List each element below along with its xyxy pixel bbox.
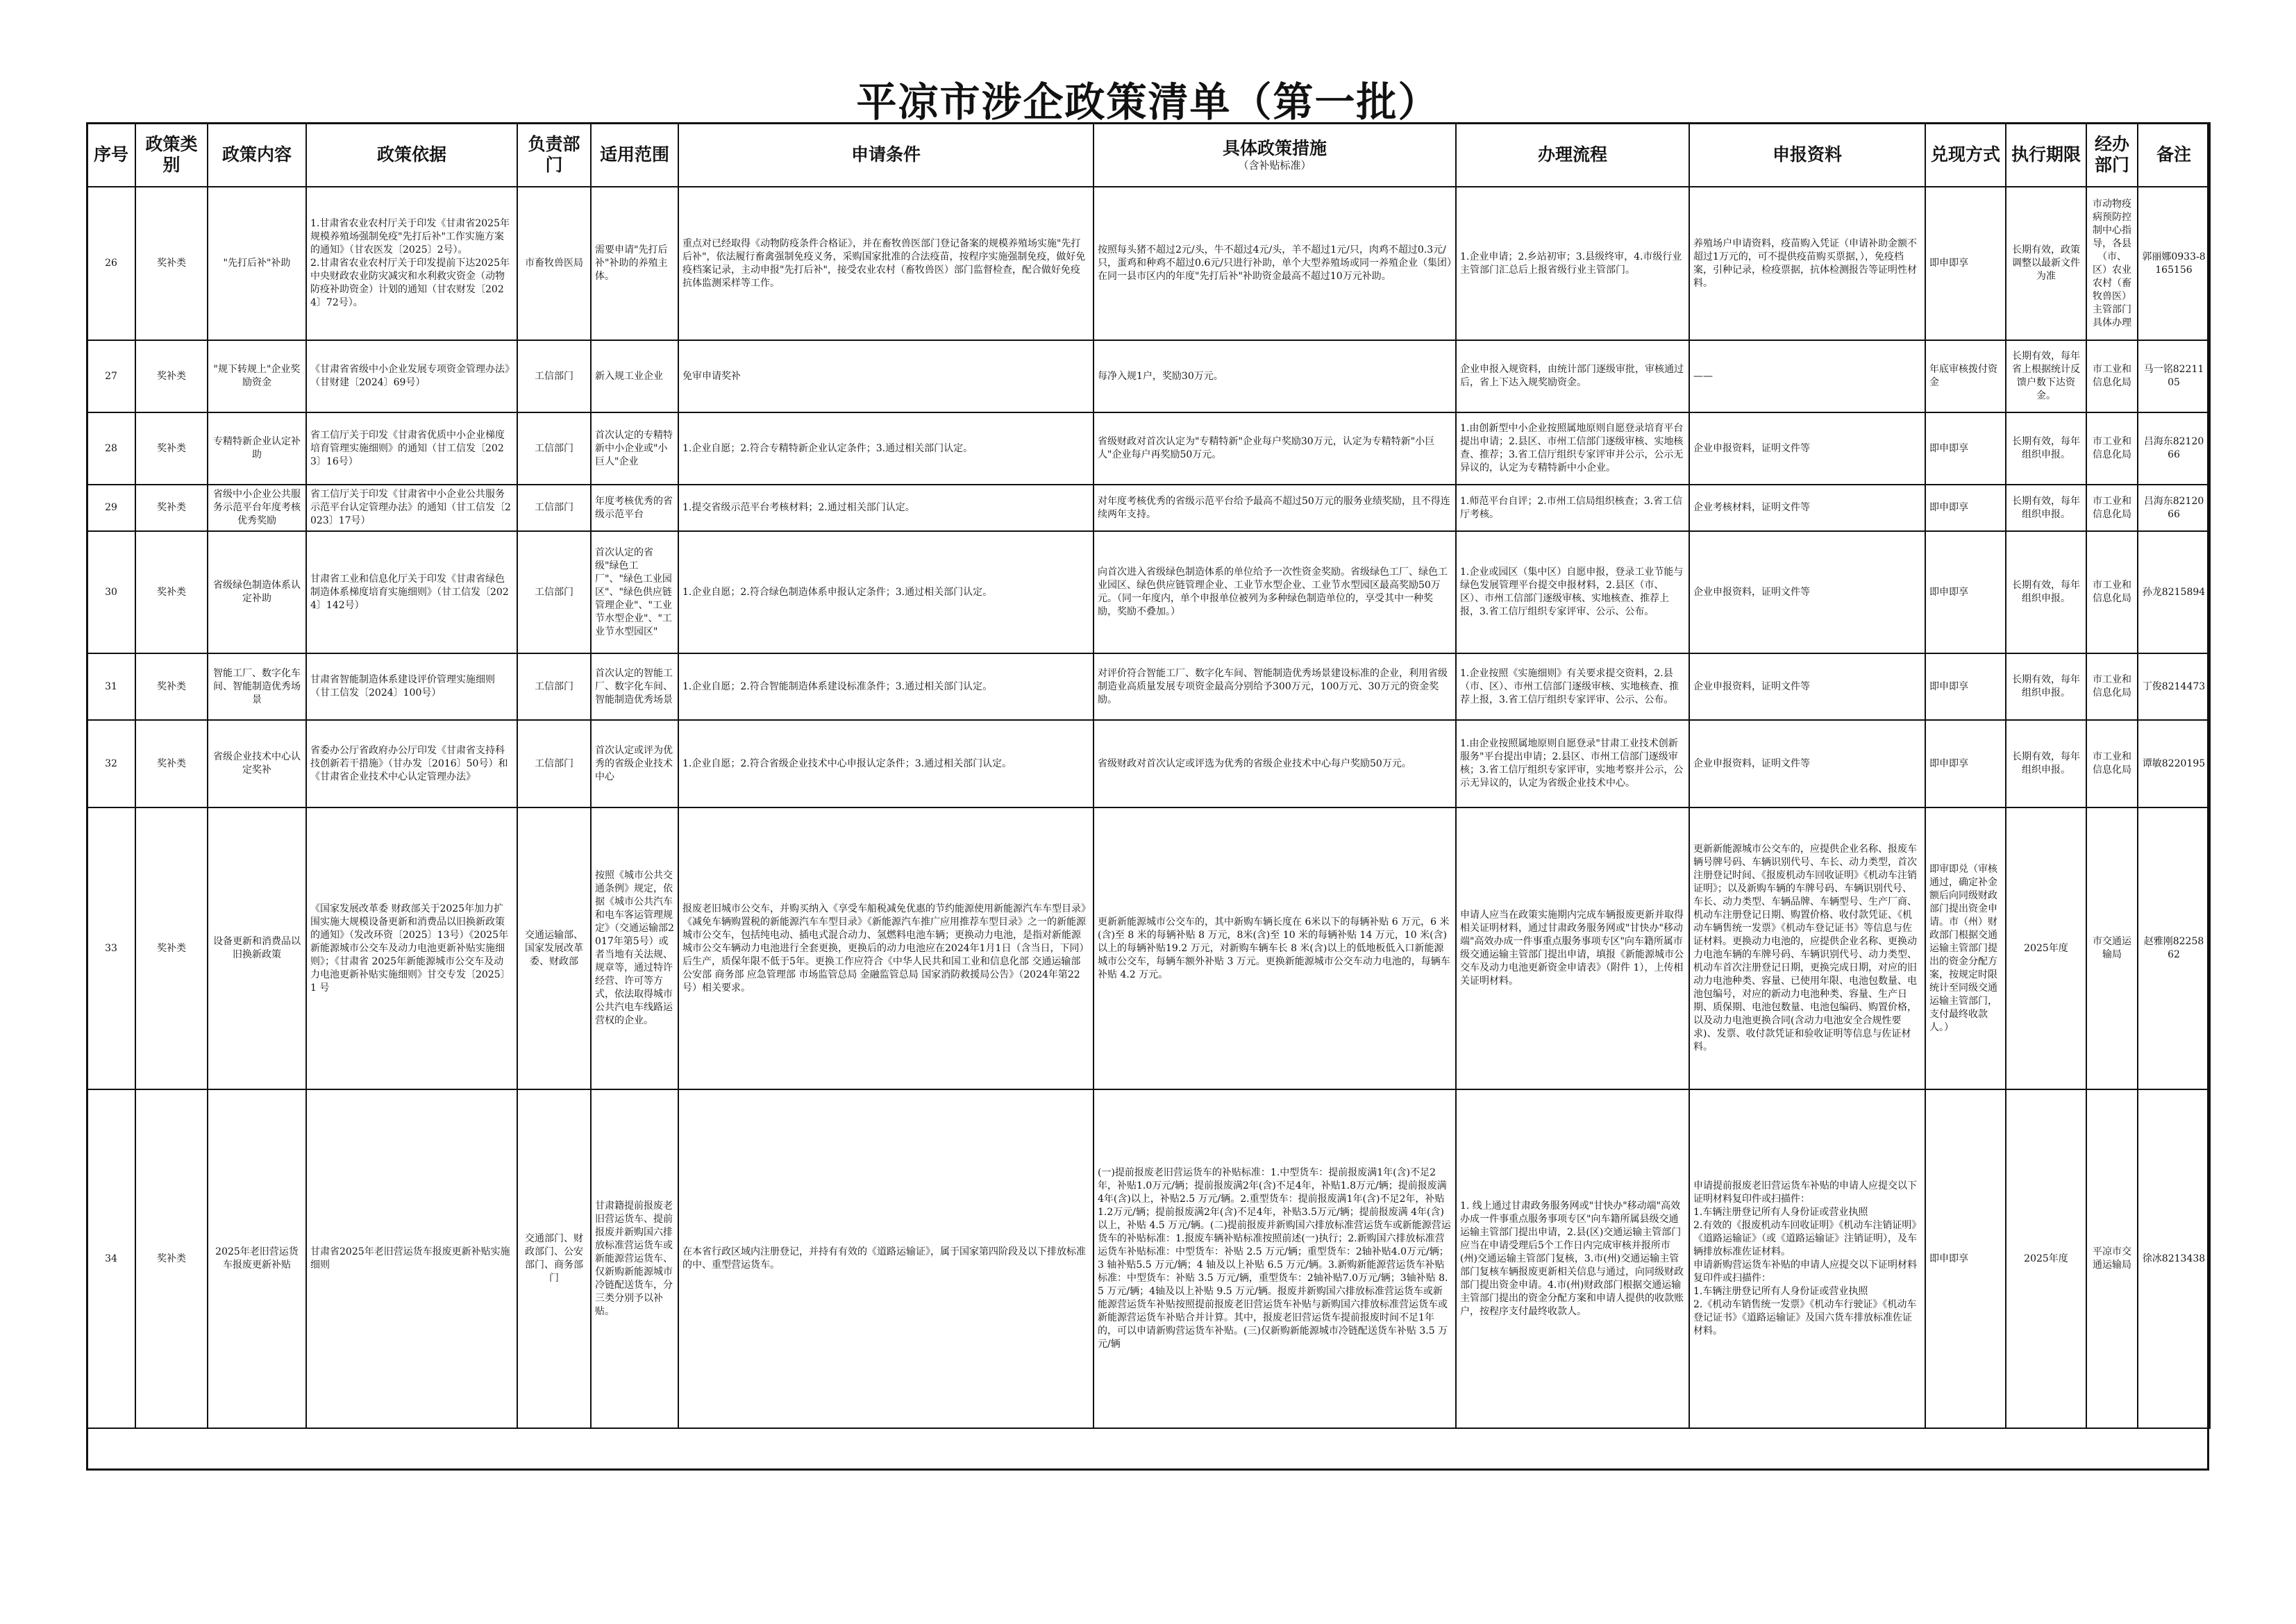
row-handler: 市工业和信息化局 [2086, 720, 2138, 807]
row-remark: 徐冰8213438 [2138, 1089, 2210, 1428]
row-conditions: 1.企业自愿；2.符合专精特新企业认定条件；3.通过相关部门认定。 [678, 412, 1093, 485]
row-remark: 孙龙8215894 [2138, 531, 2210, 653]
row-period: 长期有效，每年组织申报。 [2006, 531, 2086, 653]
header-row [87, 123, 2210, 187]
row-materials: —— [1689, 340, 1925, 412]
row-materials: 企业申报资料，证明文件等 [1689, 531, 1925, 653]
row-content: 省级企业技术中心认定奖补 [208, 720, 306, 807]
row-scope: 年度考核优秀的省级示范平台 [591, 485, 678, 531]
row-process: 1.由创新型中小企业按照属地原则自愿登录培育平台提出申请；2.县区、市州工信部门逐级审核、实地核查、推荐；3.省工信厅组织专家评审并公示，公示无异议的，认定为专精特新中小企业。 [1456, 412, 1689, 485]
row-materials: 企业申报资料，证明文件等 [1689, 720, 1925, 807]
row-method: 即申即享 [1925, 187, 2006, 340]
row-category: 奖补类 [135, 412, 208, 485]
row-category: 奖补类 [135, 485, 208, 531]
row-handler: 市工业和信息化局 [2086, 531, 2138, 653]
row-materials: 更新新能源城市公交车的，应提供企业名称、报废车辆号牌号码、车辆识别代号、车长、动力类型，首次注册登记时间、《报废机动车回收证明》《机动车注销证明》；以及新购车辆的车牌号码、车辆识别代号、车长、动力类型、车辆品牌、车辆型号、生产厂商、机动车注册登记日期、购置价格、收付款凭证、《机动车辆售统一发票》《机动车登记证书》等信息与佐证材料。更换动力电池的，应提供企业名称、更换动力电池车辆的车牌号码、车辆识别代号、动力类型、机动车首次注册登记日期，更换完成日期，对应的旧动力电池种类、容量、已使用年限、电池包数量、电池包编号，对应的新动力电池种类、容量、生产日期、质保期、电池包数量、电池包编码、购置价格，以及动力电池更换合同(含动力电池安全合规性要求)、发票、收付款凭证和验收证明等信息与佐证材料。 [1689, 807, 1925, 1089]
row-period: 长期有效，每年组织申报。 [2006, 485, 2086, 531]
row-process: 1.师范平台自评；2.市州工信局组织核查；3.省工信厅考核。 [1456, 485, 1689, 531]
row-period: 长期有效，政策调整以最新文件为准 [2006, 187, 2086, 340]
row-handler: 平凉市交通运输局 [2086, 1089, 2138, 1428]
header-method: 兑现方式 [1925, 123, 2006, 187]
row-category: 奖补类 [135, 807, 208, 1089]
row-materials: 企业申报资料，证明文件等 [1689, 412, 1925, 485]
row-process: 1. 线上通过甘肃政务服务网或"甘快办"移动端"高效办成一件事重点服务事项专区"向车籍所属县级交通运输主管部门提出申请，2.县(区)交通运输主管部门应当在申请受理后5个工作日内完成审核并报所市(州)交通运输主管部门复核，3.市(州)交通运输主管部门复核车辆报废更新相关信息与通过，向同级财政部门提出资金申请。4.市(州)财政部门根据交通运输主管部门提出的资金分配方案和申请人提供的收款账户，按程序支付最终收款人。 [1456, 1089, 1689, 1428]
header-category: 政策类别 [135, 123, 208, 187]
row-basis: 《国家发展改革委 财政部关于2025年加力扩围实施大规模设备更新和消费品以旧换新政策的通知》（发改环资〔2025〕13号）《2025年新能源城市公交车及动力电池更新补贴实施细则》；《甘肃省 2025年新能源城市公交车及动力电池更新补贴实施细则》甘交专发〔2025〕1 号 [306, 807, 517, 1089]
row-method: 即申即享 [1925, 412, 2006, 485]
row-remark: 郭丽娜0933-8165156 [2138, 187, 2210, 340]
row-process: 企业申报入规资料，由统计部门逐级审批，审核通过后，省上下达入规奖励资金。 [1456, 340, 1689, 412]
row-period: 长期有效，每年组织申报。 [2006, 653, 2086, 720]
row-measures: (一)提前报废老旧营运货车的补贴标准：1.中型货车：提前报废满1年(含)不足2年，补贴1.0万元/辆；提前报废满2年(含)不足4年，补贴1.8万元/辆；提前报废满 4年(含)以上，补贴2.5 万元/辆。2.重型货车：提前报废满1年(含)不足2年，补贴1.2万元/辆；提前报废满2年(含)不足4年，补贴3.5万元/辆；提前报废满 4年(含)以上，补贴 4.5 万元/辆。(二)提前报废并新购国六排放标准营运货车或新能源营运货车的补贴标准：1.报废车辆补贴标准按照前述(一)执行；2.新购国六排放标准营运货车补贴标准：中型货车：补贴 2.5 万元/辆；重型货车：2轴补贴4.0万元/辆；3 轴补贴5.5 万元/辆；4 轴及以上补贴 6.5 万元/辆。3.新购新能源营运货车补贴标准：中型货车：补贴 3.5 万元/辆，重型货车：2轴补贴7.0万元/辆；3轴补贴 8.5 万元/辆；4轴及以上补贴 9.5 万元/辆。报废并新购国六排放标准营运货车或新能源营运货车补贴按照提前报废老旧营运货车补贴与新购国六排放标准营运货车或新能源营运货车补贴合并计算。其中，报废老旧营运货车提前报废时间不足1年的，可以申请新购营运货车补贴。(三)仅新购新能源城市冷链配送货车补贴 3.5 万元/辆 [1093, 1089, 1456, 1428]
header-measures [1093, 123, 1456, 187]
row-category: 奖补类 [135, 653, 208, 720]
row-remark: 丁俊8214473 [2138, 653, 2210, 720]
row-remark: 赵雅刚8225862 [2138, 807, 2210, 1089]
row-basis: 甘肃省工业和信息化厅关于印发《甘肃省绿色制造体系梯度培育实施细则》（甘工信发〔2024〕142号） [306, 531, 517, 653]
row-department: 工信部门 [517, 340, 591, 412]
row-handler: 市动物疫病预防控制中心指导，各县（市、区）农业农村（畜牧兽医）主管部门具体办理 [2086, 187, 2138, 340]
row-conditions: 1.提交省级示范平台考核材料；2.通过相关部门认定。 [678, 485, 1093, 531]
row-remark: 吕海东8212066 [2138, 412, 2210, 485]
row-period: 长期有效，每年组织申报。 [2006, 720, 2086, 807]
row-department: 交通部门、财政部门、公安部门、商务部门 [517, 1089, 591, 1428]
header-handler: 经办部门 [2086, 123, 2138, 187]
row-handler: 市工业和信息化局 [2086, 485, 2138, 531]
page-title: 平凉市涉企政策清单（第一批） [856, 78, 1440, 126]
header-seq: 序号 [87, 123, 135, 187]
row-basis: 1.甘肃省农业农村厅关于印发《甘肃省2025年规模养殖场强制免疫"先打后补"工作实施方案的通知》（甘农医发〔2025〕2号）。 2.甘肃省农业农村厅关于印发提前下达2025年中央财政农业防灾减灾和水利救灾资金（动物防疫补助资金）计划的通知（甘农财发〔2024〕72号）。 [306, 187, 517, 340]
row-basis: 甘肃省智能制造体系建设评价管理实施细则（甘工信发〔2024〕100号） [306, 653, 517, 720]
row-period: 2025年度 [2006, 1089, 2086, 1428]
row-basis: 省委办公厅省政府办公厅印发《甘肃省支持科技创新若干措施》（甘办发〔2016〕50号）和《甘肃省企业技术中心认定管理办法》 [306, 720, 517, 807]
row-basis: 省工信厅关于印发《甘肃省中小企业公共服务示范平台认定管理办法》的通知（甘工信发〔2023〕17号） [306, 485, 517, 531]
row-department: 工信部门 [517, 412, 591, 485]
row-conditions: 1.企业自愿；2.符合智能制造体系建设标准条件；3.通过相关部门认定。 [678, 653, 1093, 720]
row-handler: 市交通运输局 [2086, 807, 2138, 1089]
table-row [87, 340, 2210, 412]
row-scope: 按照《城市公共交通条例》规定，依据《城市公共汽车和电车客运管理规定》（交通运输部2017年第5号）或者当地有关法规、规章等，通过特许经营、许可等方式，依法取得城市公共汽电车线路运营权的企业。 [591, 807, 678, 1089]
row-department: 工信部门 [517, 653, 591, 720]
row-content: 专精特新企业认定补助 [208, 412, 306, 485]
row-method: 年底审核拨付资金 [1925, 340, 2006, 412]
row-content: 省级绿色制造体系认定补助 [208, 531, 306, 653]
row-remark: 马一铭8221105 [2138, 340, 2210, 412]
row-materials: 企业申报资料，证明文件等 [1689, 653, 1925, 720]
header-period: 执行期限 [2006, 123, 2086, 187]
row-method: 即申即享 [1925, 485, 2006, 531]
row-process: 1.由企业按照属地原则自愿登录"甘肃工业技术创新服务"平台提出申请；2.县区、市州工信部门逐级审核；3.省工信厅组织专家评审，实地考察并公示，公示无异议的，认定为省级企业技术中心。 [1456, 720, 1689, 807]
row-seq: 28 [87, 412, 135, 485]
table-row [87, 412, 2210, 485]
row-handler: 市工业和信息化局 [2086, 653, 2138, 720]
row-category: 奖补类 [135, 531, 208, 653]
row-content: 2025年老旧营运货车报废更新补贴 [208, 1089, 306, 1428]
row-scope: 甘肃籍提前报废老旧营运货车、提前报废并新购国六排放标准营运货车或新能源营运货车、仅新购新能源城市冷链配送货车，分三类分别予以补贴。 [591, 1089, 678, 1428]
row-scope: 新入规工业企业 [591, 340, 678, 412]
row-method: 即申即享 [1925, 720, 2006, 807]
row-conditions: 报废老旧城市公交车，并购买纳入《享受车船税减免优惠的节约能源使用新能源汽车车型目录》《减免车辆购置税的新能源汽车车型目录》《新能源汽车推广应用推荐车型目录》之一的新能源城市公交车，包括纯电动、插电式混合动力、氢燃料电池车辆；更换动力电池，是指对新能源城市公交车辆动力电池进行全套更换，更换后的动力电池应在2024年1月1日（含当日，下同）后生产，质保年限不低于5年。更换工作应符合《中华人民共和国工业和信息化部 交通运输部 公安部 商务部 应急管理部 市场监管总局 金融监管总局 国家消防救援局公告》（2024年第22号）相关要求。 [678, 807, 1093, 1089]
row-seq: 32 [87, 720, 135, 807]
row-process: 1.企业申请；2.乡站初审；3.县级终审，4.市级行业主管部门汇总后上报省级行业主管部门。 [1456, 187, 1689, 340]
row-category: 奖补类 [135, 187, 208, 340]
header-process: 办理流程 [1456, 123, 1689, 187]
row-category: 奖补类 [135, 340, 208, 412]
row-basis: 甘肃省2025年老旧营运货车报废更新补贴实施细则 [306, 1089, 517, 1428]
row-method: 即申即享 [1925, 1089, 2006, 1428]
row-scope: 首次认定或评为优秀的省级企业技术中心 [591, 720, 678, 807]
row-category: 奖补类 [135, 720, 208, 807]
row-conditions: 免审申请奖补 [678, 340, 1093, 412]
row-content: 智能工厂、数字化车间、智能制造优秀场景 [208, 653, 306, 720]
table-row [87, 531, 2210, 653]
row-category: 奖补类 [135, 1089, 208, 1428]
row-seq: 31 [87, 653, 135, 720]
row-process: 1.企业按照《实施细则》有关要求提交资料，2.县（市、区）、市州工信部门逐级审核、实地核查、推荐上报，3.省工信厅组织专家评审、公示、公布。 [1456, 653, 1689, 720]
row-conditions: 1.企业自愿；2.符合省级企业技术中心申报认定条件；3.通过相关部门认定。 [678, 720, 1093, 807]
row-department: 市畜牧兽医局 [517, 187, 591, 340]
row-scope: 首次认定的省级"绿色工厂"、"绿色工业园区"、"绿色供应链管理企业"、"工业节水型企业"、"工业节水型园区" [591, 531, 678, 653]
row-scope: 首次认定的智能工厂、数字化车间、智能制造优秀场景 [591, 653, 678, 720]
header-content: 政策内容 [208, 123, 306, 187]
row-seq: 30 [87, 531, 135, 653]
header-materials: 申报资料 [1689, 123, 1925, 187]
row-remark: 谭敏8220195 [2138, 720, 2210, 807]
row-measures: 省级财政对首次认定为"专精特新"企业每户奖励30万元，认定为专精特新"小巨人"企业每户再奖励50万元。 [1093, 412, 1456, 485]
row-conditions: 在本省行政区域内注册登记，并持有有效的《道路运输证》，属于国家第四阶段及以下排放标准的中、重型营运货车。 [678, 1089, 1093, 1428]
row-measures: 更新新能源城市公交车的，其中新购车辆长度在 6米以下的每辆补贴 6 万元，6 米(含)至 8 米的每辆补贴 8 万元，8米(含)至 10 米的每辆补贴 14 万元，10 米(含)以上的每辆补贴19.2 万元，对新购车辆车长 8 米(含)以上的低地板低入口新能源城市公交车，每辆车额外补贴 3 万元。更换新能源城市公交车动力电池的，每辆车补贴 4.2 万元。 [1093, 807, 1456, 1089]
row-basis: 省工信厅关于印发《甘肃省优质中小企业梯度培育管理实施细则》的通知（甘工信发〔2023〕16号） [306, 412, 517, 485]
table-row [87, 720, 2210, 807]
row-content: "规下转规上"企业奖励资金 [208, 340, 306, 412]
row-measures: 省级财政对首次认定或评选为优秀的省级企业技术中心每户奖励50万元。 [1093, 720, 1456, 807]
header-remark: 备注 [2138, 123, 2210, 187]
row-basis: 《甘肃省省级中小企业发展专项资金管理办法》（甘财建〔2024〕69号） [306, 340, 517, 412]
row-materials: 企业考核材料，证明文件等 [1689, 485, 1925, 531]
header-scope: 适用范围 [591, 123, 678, 187]
row-content: 设备更新和消费品以旧换新政策 [208, 807, 306, 1089]
row-department: 工信部门 [517, 485, 591, 531]
row-seq: 29 [87, 485, 135, 531]
row-department: 工信部门 [517, 531, 591, 653]
row-seq: 26 [87, 187, 135, 340]
row-measures: 每净入规1户，奖励30万元。 [1093, 340, 1456, 412]
row-measures: 按照每头猪不超过2元/头，牛不超过4元/头，羊不超过1元/只，肉鸡不超过0.3元/只，蛋鸡和种鸡不超过0.6元/只进行补助，单个大型养殖场或同一养殖企业（集团）在同一县市区内的年度"先打后补"补助资金最高不超过10万元补助。 [1093, 187, 1456, 340]
row-process: 申请人应当在政策实施期内完成车辆报废更新并取得相关证明材料，通过甘肃政务服务网或"甘快办"移动端"高效办成一件事重点服务事项专区"向车籍所属市级交通运输主管部门提出申请，填报《新能源城市公交车及动力电池更新资金申请表》（附件 1），上传相关证明材料。 [1456, 807, 1689, 1089]
policy-table [86, 122, 2211, 1429]
row-handler: 市工业和信息化局 [2086, 412, 2138, 485]
row-period: 长期有效，每年组织申报。 [2006, 412, 2086, 485]
table-row [87, 187, 2210, 340]
row-measures: 向首次进入省级绿色制造体系的单位给予一次性资金奖励。省级绿色工厂、绿色工业园区、绿色供应链管理企业、工业节水型企业、工业节水型园区最高奖励50万元。（同一年度内，单个申报单位被列为多种绿色制造单位的，享受其中一种奖励，奖励不叠加。） [1093, 531, 1456, 653]
row-method: 即申即享 [1925, 653, 2006, 720]
table-row [87, 807, 2210, 1089]
row-seq: 27 [87, 340, 135, 412]
row-scope: 需要申请"先打后补"补助的养殖主体。 [591, 187, 678, 340]
header-department: 负责部门 [517, 123, 591, 187]
row-seq: 33 [87, 807, 135, 1089]
row-department: 工信部门 [517, 720, 591, 807]
row-content: "先打后补"补助 [208, 187, 306, 340]
row-handler: 市工业和信息化局 [2086, 340, 2138, 412]
row-method: 即申即享 [1925, 531, 2006, 653]
row-remark: 吕海东8212066 [2138, 485, 2210, 531]
row-conditions: 重点对已经取得《动物防疫条件合格证》，并在畜牧兽医部门登记备案的规模养殖场实施"先打后补"，依法履行畜禽强制免疫义务，采购国家批准的合法疫苗，按程序实施强制免疫，做好免疫档案记录，主动申报"先打后补"，接受农业农村（畜牧兽医）部门监督检查，配合做好免疫抗体监测采样等工作。 [678, 187, 1093, 340]
row-conditions: 1.企业自愿；2.符合绿色制造体系申报认定条件；3.通过相关部门认定。 [678, 531, 1093, 653]
table-row [87, 1089, 2210, 1428]
row-period: 2025年度 [2006, 807, 2086, 1089]
row-scope: 首次认定的专精特新中小企业或"小巨人"企业 [591, 412, 678, 485]
header-basis: 政策依据 [306, 123, 517, 187]
row-seq: 34 [87, 1089, 135, 1428]
header-measures-title: 具体政策措施 [1222, 138, 1327, 158]
row-materials: 养殖场户申请资料，疫苗购入凭证（申请补助金额不超过1万元的，可不提供疫苗购买票据，），免疫档案，引种记录，检疫票据，抗体检测报告等证明性材料。 [1689, 187, 1925, 340]
header-measures-subtitle: （含补贴标准） [1238, 159, 1312, 171]
row-period: 长期有效，每年省上根据统计反馈户数下达资金。 [2006, 340, 2086, 412]
table-row [87, 485, 2210, 531]
row-materials: 申请提前报废老旧营运货车补贴的申请人应提交以下证明材料复印件或扫描件： 1.车辆注册登记所有人身份证或营业执照 2.有效的《报废机动车回收证明》《机动车注销证明》《道路运输证》（或《道路运输证》注销证明），及车辆排放标准佐证材料。 申请新购营运货车补贴的申请人应提交以下证明材料复印件或扫描件： 1.车辆注册登记所有人身份证或营业执照 2.《机动车销售统一发票》《机动车行驶证》《机动车登记证书》《道路运输证》及国六货车排放标准佐证材料。 [1689, 1089, 1925, 1428]
row-measures: 对年度考核优秀的省级示范平台给予最高不超过50万元的服务业绩奖励，且不得连续两年支持。 [1093, 485, 1456, 531]
table-row [87, 653, 2210, 720]
row-content: 省级中小企业公共服务示范平台年度考核优秀奖励 [208, 485, 306, 531]
row-department: 交通运输部、国家发展改革委、财政部 [517, 807, 591, 1089]
row-method: 即审即兑（审核通过，确定补金额后向同级财政部门提出资金申请。市（州）财政部门根据交通运输主管部门提出的资金分配方案，按规定时限统计至同级交通运输主管部门，支付最终收款人。） [1925, 807, 2006, 1089]
row-measures: 对评价符合智能工厂、数字化车间、智能制造优秀场景建设标准的企业，利用省级制造业高质量发展专项资金最高分别给予300万元，100万元、30万元的资金奖励。 [1093, 653, 1456, 720]
row-process: 1.企业或园区（集中区）自愿申报，登录工业节能与绿色发展管理平台提交申报材料，2.县区（市、区）、市州工信部门逐级审核、实地核查、推荐上报，3.省工信厅组织专家评审、公示、公布。 [1456, 531, 1689, 653]
header-conditions: 申请条件 [678, 123, 1093, 187]
